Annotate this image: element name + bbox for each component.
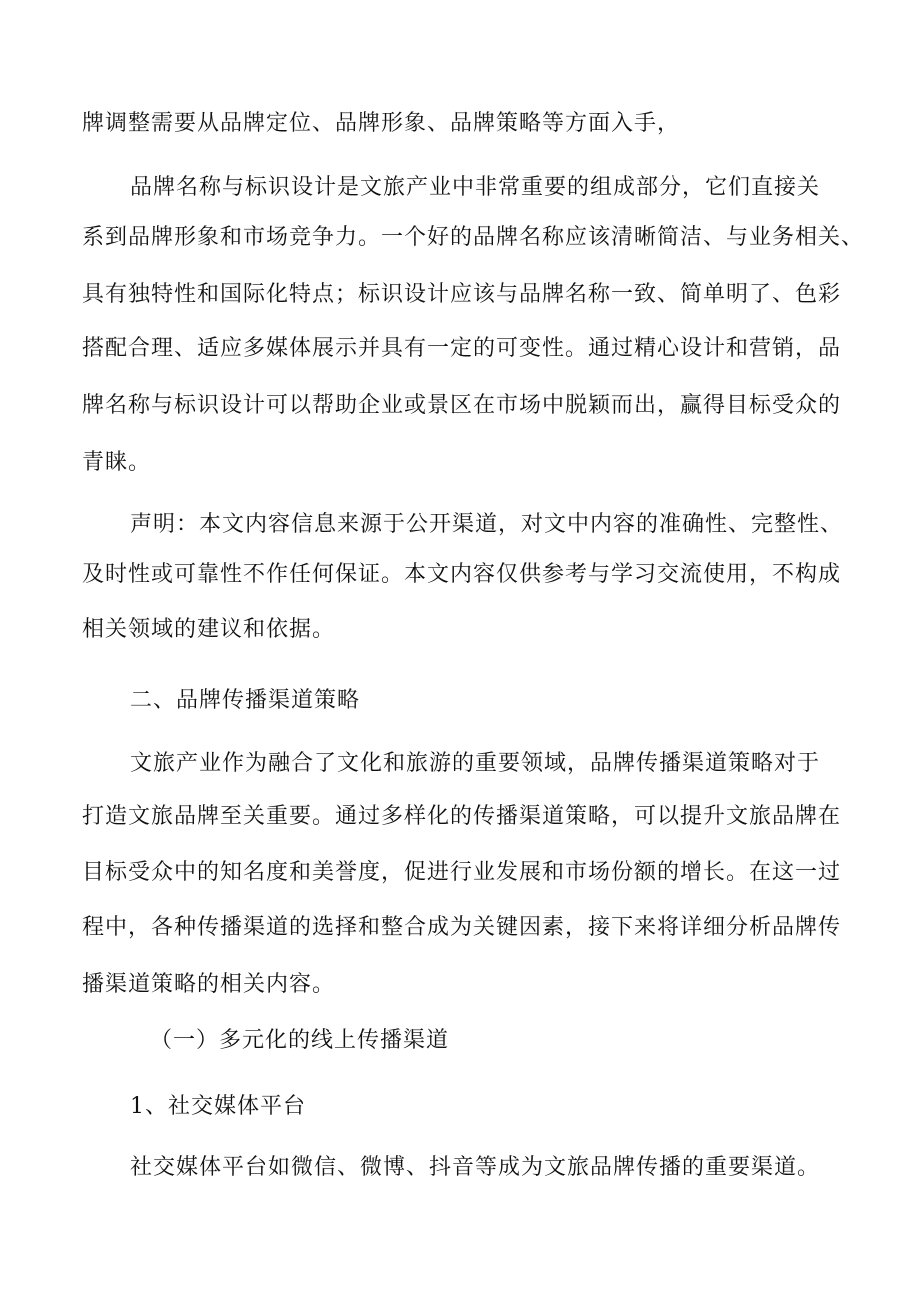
paragraph-line: 目标受众中的知名度和美誉度，促进行业发展和市场份额的增长。在这一过 — [82, 860, 842, 885]
paragraph-line: 程中，各种传播渠道的选择和整合成为关键因素，接下来将详细分析品牌传 — [82, 915, 842, 940]
paragraph-line: 播渠道策略的相关内容。 — [82, 972, 336, 997]
numbered-item: 1、社交媒体平台 — [130, 1094, 306, 1119]
paragraph-line: 系到品牌形象和市场竞争力。一个好的品牌名称应该清晰简洁、与业务相关、 — [82, 225, 865, 250]
section-heading: 二、品牌传播渠道策略 — [130, 688, 361, 713]
paragraph-line: 青睐。 — [82, 450, 152, 475]
paragraph-line: 打造文旅品牌至关重要。通过多样化的传播渠道策略，可以提升文旅品牌在 — [82, 804, 842, 829]
statement-line: 声明：本文内容信息来源于公开渠道，对文中内容的准确性、完整性、 — [130, 512, 844, 537]
statement-line: 相关领域的建议和依据。 — [82, 617, 336, 642]
paragraph-line: 具有独特性和国际化特点；标识设计应该与品牌名称一致、简单明了、色彩 — [82, 282, 842, 307]
paragraph-line: 牌调整需要从品牌定位、品牌形象、品牌策略等方面入手， — [82, 111, 681, 136]
paragraph-line: 文旅产业作为融合了文化和旅游的重要领域，品牌传播渠道策略对于 — [130, 751, 821, 776]
paragraph-line: 搭配合理、适应多媒体展示并具有一定的可变性。通过精心设计和营销，品 — [82, 336, 842, 361]
subheading: （一）多元化的线上传播渠道 — [150, 1028, 450, 1053]
paragraph-line: 社交媒体平台如微信、微博、抖音等成为文旅品牌传播的重要渠道。 — [130, 1155, 821, 1180]
paragraph-line: 牌名称与标识设计可以帮助企业或景区在市场中脱颖而出，赢得目标受众的 — [82, 393, 842, 418]
statement-line: 及时性或可靠性不作任何保证。本文内容仅供参考与学习交流使用，不构成 — [82, 562, 842, 587]
paragraph-line: 品牌名称与标识设计是文旅产业中非常重要的组成部分，它们直接关 — [130, 175, 821, 200]
